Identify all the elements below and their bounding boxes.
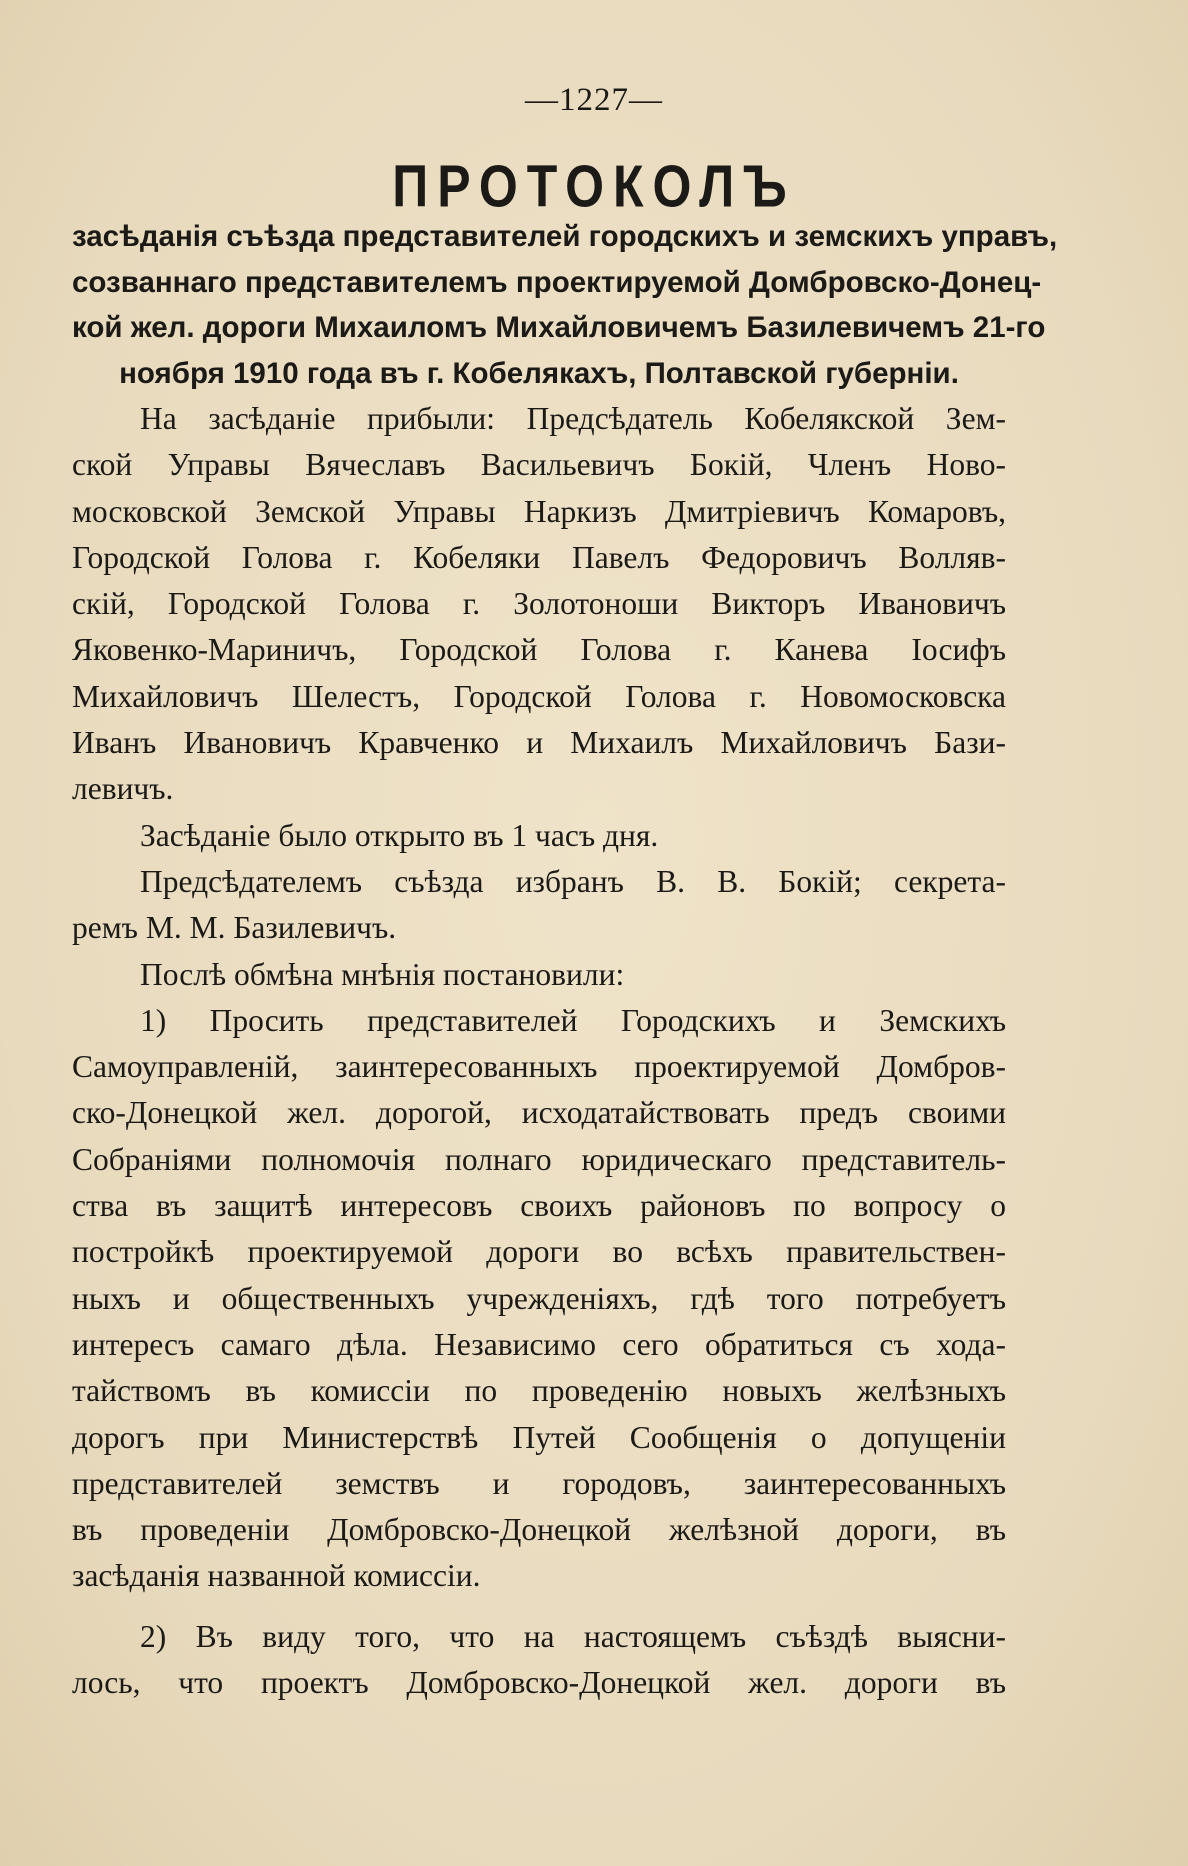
body-line: ско-Донецкой жел. дорогой, исходатайствовать предъ своими	[72, 1095, 1006, 1131]
paragraph-gap	[72, 1600, 1006, 1614]
body-line: Послѣ обмѣна мнѣнія постановили:	[140, 956, 625, 992]
body-line: ства въ защитѣ интересовъ своихъ районовъ по вопросу о	[72, 1188, 1006, 1224]
body-line: 1) Просить представителей Городскихъ и Земскихъ	[140, 1002, 1006, 1038]
body-line: Самоуправленій, заинтересованныхъ проектируемой Домбров-	[72, 1049, 1006, 1085]
body-line: московской Земской Управы Наркизъ Дмитріевичъ Комаровъ,	[72, 493, 1006, 529]
subtitle-line: созваннаго представителемъ проектируемой Домбровско-Донец-	[72, 265, 1042, 299]
body-line: Собраніями полномочія полнаго юридическаго представитель-	[72, 1141, 1006, 1177]
body-line: засѣданія названной комиссіи.	[72, 1558, 481, 1594]
body-line: На засѣданіе прибыли: Предсѣдатель Кобелякской Зем-	[140, 401, 1006, 436]
body-line: 2) Въ виду того, что на настоящемъ съѣздѣ выясни-	[140, 1618, 1006, 1654]
protocol-body	[72, 396, 1006, 1706]
body-line: Михайловичъ Шелестъ, Городской Голова г. Новомосковска	[72, 678, 1006, 714]
body-line: Предсѣдателемъ съѣзда избранъ В. В. Бокій; секрета-	[140, 863, 1006, 899]
body-line: Яковенко-Мариничъ, Городской Голова г. Канева Іосифъ	[72, 632, 1006, 668]
document-title: ПРОТОКОЛЪ	[392, 153, 796, 220]
body-line: ской Управы Вячеславъ Васильевичъ Бокій, Членъ Ново-	[72, 447, 1006, 483]
page-number: —1227—	[525, 82, 663, 118]
body-line: ныхъ и общественныхъ учрежденіяхъ, гдѣ того потребуетъ	[72, 1280, 1006, 1316]
body-line: представителей земствъ и городовъ, заинтересованныхъ	[72, 1465, 1006, 1501]
subtitle-line: кой жел. дороги Михаиломъ Михайловичемъ Базилевичемъ 21-го	[72, 311, 1046, 344]
body-line: левичъ.	[72, 771, 174, 807]
body-line: Засѣданіе было открыто въ 1 часъ дня.	[140, 817, 659, 853]
document-subtitle	[72, 214, 1058, 396]
body-line: лось, что проектъ Домбровско-Донецкой жел. дороги въ	[72, 1665, 1006, 1701]
body-line: Городской Голова г. Кобеляки Павелъ Федоровичъ Волляв-	[72, 539, 1006, 575]
subtitle-line: ноября 1910 года въ г. Кобелякахъ, Полтавской губерніи.	[119, 356, 959, 390]
body-line: скій, Городской Голова г. Золотоноши Викторъ Ивановичъ	[72, 586, 1006, 622]
body-line: въ проведеніи Домбровско-Донецкой желѣзной дороги, въ	[72, 1512, 1006, 1548]
body-line: дорогъ при Министерствѣ Путей Сообщенія о допущеніи	[72, 1419, 1006, 1455]
body-line: Иванъ Ивановичъ Кравченко и Михаилъ Михайловичъ Бази-	[72, 725, 1006, 761]
body-line: интересъ самаго дѣла. Независимо сего обратиться съ хода-	[72, 1326, 1006, 1362]
body-line: тайствомъ въ комиссіи по проведенію новыхъ желѣзныхъ	[72, 1373, 1006, 1409]
subtitle-line: засѣданія съѣзда представителей городскихъ и земскихъ управъ,	[72, 220, 1058, 253]
body-line: ремъ М. М. Базилевичъ.	[72, 910, 397, 946]
body-line: постройкѣ проектируемой дороги во всѣхъ правительствен-	[72, 1234, 1006, 1270]
